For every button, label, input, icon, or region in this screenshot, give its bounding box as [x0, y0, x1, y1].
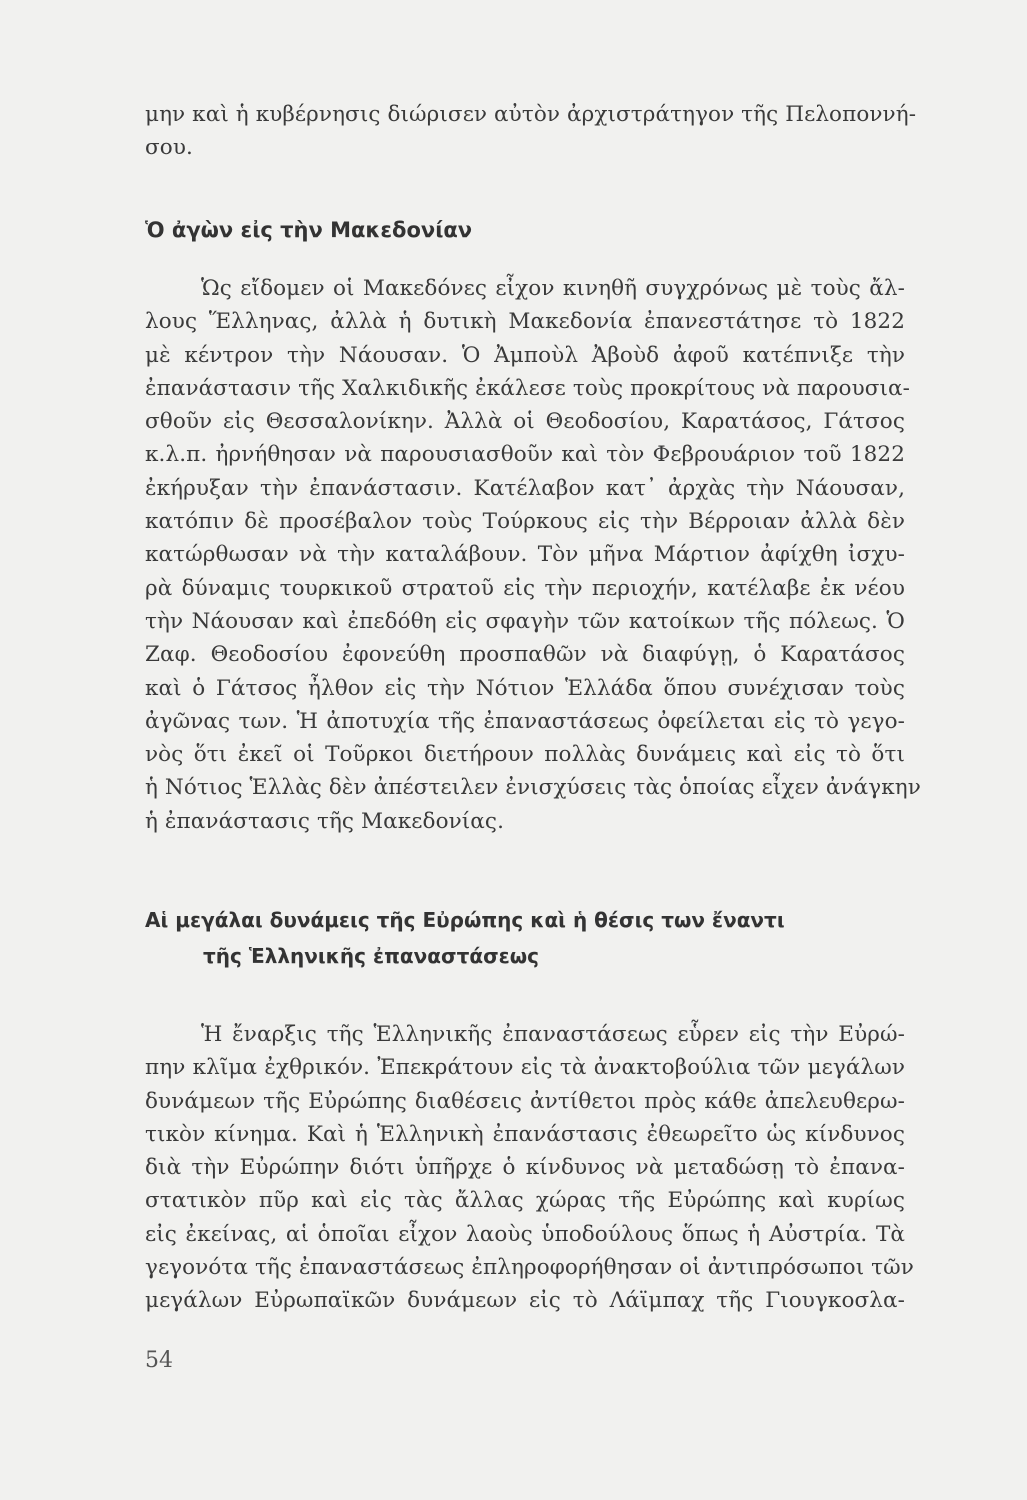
- text-line: σθοῦν εἰς Θεσσαλονίκην. Ἀλλὰ οἱ Θεοδοσίου, Καρατάσος, Γάτσος: [145, 409, 905, 435]
- text-line: γεγονότα τῆς ἐπαναστάσεως ἐπληροφορήθησαν οἱ ἀντιπρόσωποι τῶν: [145, 1255, 914, 1281]
- text-line: πην κλῖμα ἐχθρικόν. Ἐπεκράτουν εἰς τὰ ἀνακτοβούλια τῶν μεγάλων: [145, 1055, 905, 1081]
- text-line: κ.λ.π. ἠρνήθησαν νὰ παρουσιασθοῦν καὶ τὸν Φεβρουάριον τοῦ 1822: [145, 442, 905, 468]
- text-line: ἀγῶνας των. Ἡ ἀποτυχία τῆς ἐπαναστάσεως ὀφείλεται εἰς τὸ γεγο-: [145, 708, 905, 734]
- text-line: καὶ ὁ Γάτσος ἦλθον εἰς τὴν Νότιον Ἑλλάδα ὅπου συνέχισαν τοὺς: [145, 675, 905, 701]
- text-line: τικὸν κίνημα. Καὶ ἡ Ἑλληνικὴ ἐπανάστασις ἐθεωρεῖτο ὡς κίνδυνος: [145, 1121, 905, 1147]
- text-line: μην καὶ ἡ κυβέρνησις διώρισεν αὐτὸν ἀρχιστράτηγον τῆς Πελοποννή-: [145, 102, 917, 127]
- section2-paragraph: [145, 1018, 914, 1318]
- text-line: μεγάλων Εὐρωπαϊκῶν δυνάμεων εἰς τὸ Λάϊμπαχ τῆς Γιουγκοσλα-: [145, 1288, 905, 1314]
- section1-paragraph: [145, 272, 921, 838]
- text-line: διὰ τὴν Εὐρώπην διότι ὑπῆρχε ὁ κίνδυνος νὰ μεταδώσῃ τὸ ἐπανα-: [145, 1155, 905, 1181]
- text-line: ρὰ δύναμις τουρκικοῦ στρατοῦ εἰς τὴν περιοχήν, κατέλαβε ἐκ νέου: [145, 575, 905, 601]
- text-line: κατόπιν δὲ προσέβαλον τοὺς Τούρκους εἰς τὴν Βέρροιαν ἀλλὰ δὲν: [145, 509, 905, 535]
- text-line: ἐπανάστασιν τῆς Χαλκιδικῆς ἐκάλεσε τοὺς προκρίτους νὰ παρουσια-: [145, 375, 911, 401]
- text-line: σου.: [145, 135, 193, 161]
- section-heading-macedonia: Ὁ ἀγὼν εἰς τὴν Μακεδονίαν: [145, 218, 473, 242]
- text-line: Ἡ ἔναρξις τῆς Ἑλληνικῆς ἐπαναστάσεως εὗρεν εἰς τὴν Εὐρώ-: [201, 1022, 905, 1047]
- page-number: 54: [145, 1348, 173, 1373]
- text-line: στατικὸν πῦρ καὶ εἰς τὰς ἄλλας χώρας τῆς Εὐρώπης καὶ κυρίως: [145, 1188, 905, 1214]
- text-line: κατώρθωσαν νὰ τὴν καταλάβουν. Τὸν μῆνα Μάρτιον ἀφίχθη ἰσχυ-: [145, 542, 905, 568]
- text-line: ἐκήρυξαν τὴν ἐπανάστασιν. Κατέλαβον κατ᾽ ἀρχὰς τὴν Νάουσαν,: [145, 475, 905, 501]
- text-line: τὴν Νάουσαν καὶ ἐπεδόθη εἰς σφαγὴν τῶν κατοίκων τῆς πόλεως. Ὁ: [145, 608, 905, 634]
- text-line: λους Ἕλληνας, ἀλλὰ ἡ δυτικὴ Μακεδονία ἐπανεστάτησε τὸ 1822: [145, 309, 905, 335]
- text-line: Ὡς εἴδομεν οἱ Μακεδόνες εἶχον κινηθῆ συγχρόνως μὲ τοὺς ἄλ-: [201, 276, 905, 301]
- text-line: Ζαφ. Θεοδοσίου ἐφονεύθη προσπαθῶν νὰ διαφύγῃ, ὁ Καρατάσος: [145, 642, 905, 668]
- text-line: ἡ ἐπανάστασις τῆς Μακεδονίας.: [145, 808, 505, 834]
- text-line: μὲ κέντρον τὴν Νάουσαν. Ὁ Ἀμποὺλ Ἀβοὺδ ἀφοῦ κατέπνιξε τὴν: [145, 342, 905, 368]
- text-line: δυνάμεων τῆς Εὐρώπης διαθέσεις ἀντίθετοι πρὸς κάθε ἀπελευθερω-: [145, 1088, 905, 1114]
- section-heading-great-powers-cont: τῆς Ἑλληνικῆς ἐπαναστάσεως: [203, 944, 540, 968]
- text-line: νὸς ὅτι ἐκεῖ οἱ Τοῦρκοι διετήρουν πολλὰς δυνάμεις καὶ εἰς τὸ ὅτι: [145, 742, 905, 768]
- top-paragraph: [145, 98, 917, 165]
- section-heading-great-powers: Αἱ μεγάλαι δυνάμεις τῆς Εὐρώπης καὶ ἡ θέσις των ἔναντι: [145, 908, 785, 932]
- text-line: εἰς ἐκείνας, αἱ ὁποῖαι εἶχον λαοὺς ὑποδούλους ὅπως ἡ Αὐστρία. Τὰ: [145, 1221, 905, 1247]
- text-line: ἡ Νότιος Ἑλλὰς δὲν ἀπέστειλεν ἐνισχύσεις τὰς ὁποίας εἶχεν ἀνάγκην: [145, 775, 921, 801]
